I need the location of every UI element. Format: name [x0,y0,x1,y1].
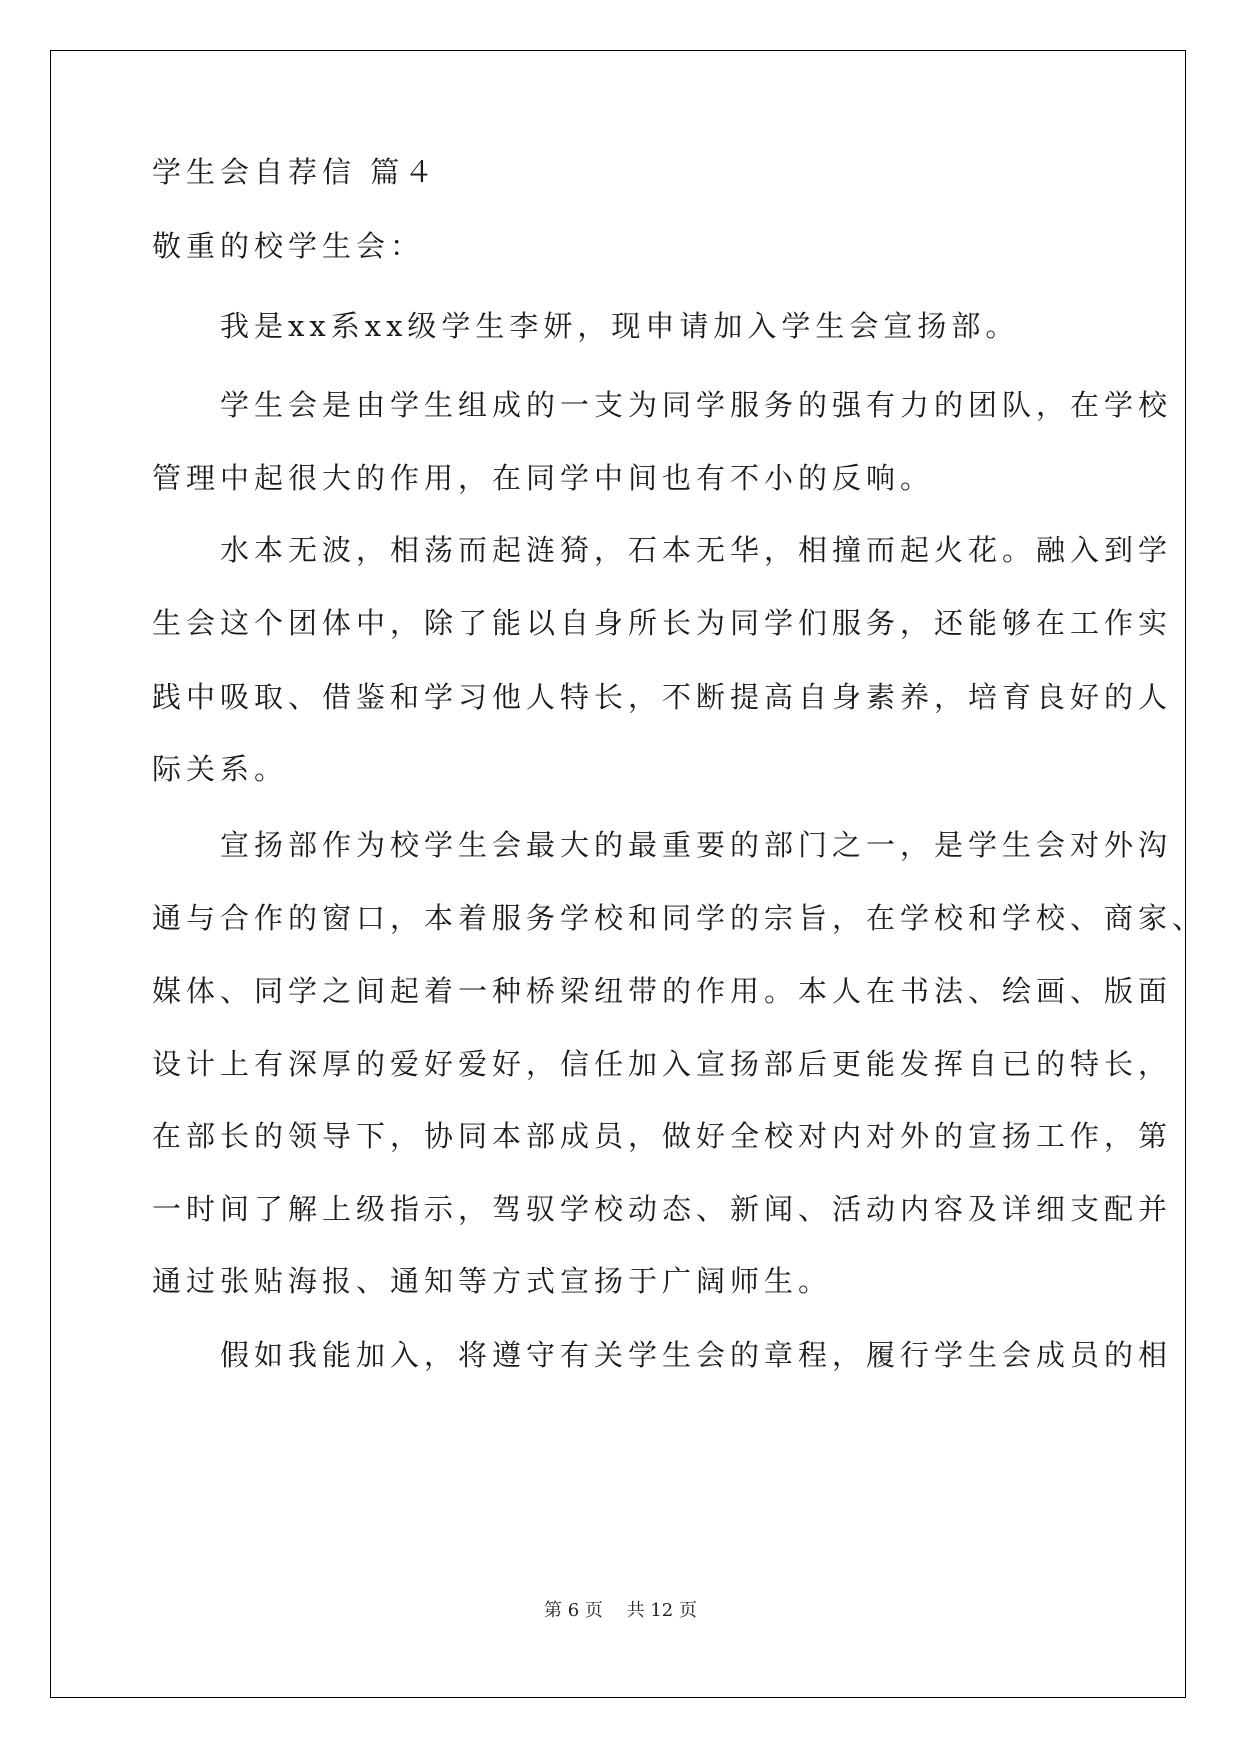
paragraph-line: 在部长的领导下，协同本部成员，做好全校对内对外的宣扬工作，第 [152,1119,1173,1153]
document-title: 学生会自荐信 篇４ [152,155,439,189]
paragraph-line: 生会这个团体中，除了能以自身所长为同学们服务，还能够在工作实 [152,606,1173,640]
paragraph-line: 假如我能加入，将遵守有关学生会的章程，履行学生会成员的相 [152,1338,1173,1372]
paragraph-line: 通过张贴海报、通知等方式宣扬于广阔师生。 [152,1264,833,1298]
paragraph-line: 设计上有深厚的爱好爱好，信任加入宣扬部后更能发挥自已的特长， [152,1047,1173,1081]
paragraph-line: 通与合作的窗口，本着服务学校和同学的宗旨，在学校和学校、商家、 [152,901,1207,935]
paragraph-line: 际关系。 [152,752,289,786]
salutation: 敬重的校学生会： [152,229,425,263]
page-number-footer: 第 6 页 共 12 页 [544,1600,697,1621]
paragraph-line: 水本无波，相荡而起涟猗，石本无华，相撞而起火花。融入到学 [152,533,1173,567]
paragraph-line: 一时间了解上级指示，驾驭学校动态、新闻、活动内容及详细支配并 [152,1192,1173,1226]
paragraph-line: 我是xx系xx级学生李妍，现申请加入学生会宣扬部。 [152,309,1020,343]
paragraph-line: 学生会是由学生组成的一支为同学服务的强有力的团队，在学校 [152,388,1173,422]
paragraph-line: 管理中起很大的作用，在同学中间也有不小的反响。 [152,461,935,495]
paragraph-line: 媒体、同学之间起着一种桥梁纽带的作用。本人在书法、绘画、版面 [152,974,1173,1008]
paragraph-line: 宣扬部作为校学生会最大的最重要的部门之一，是学生会对外沟 [152,828,1173,862]
paragraph-line: 践中吸取、借鉴和学习他人特长，不断提高自身素养，培育良好的人 [152,680,1173,714]
page-border [50,50,1207,1698]
